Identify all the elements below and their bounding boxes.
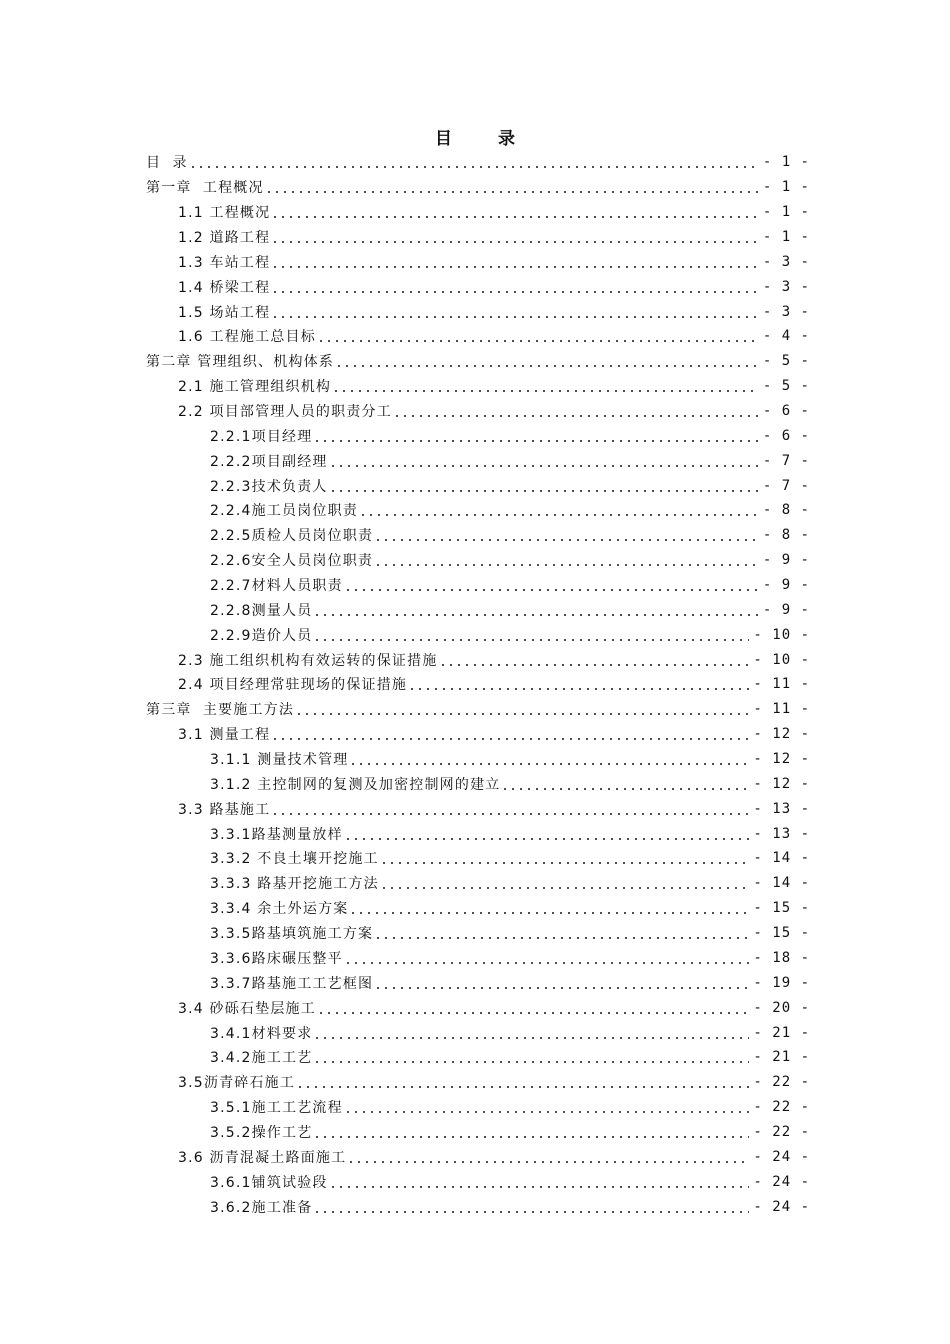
toc-entry-label: 2.1 施工管理组织机构 (178, 379, 332, 396)
dot-leader (265, 180, 759, 194)
toc-entry[interactable] (146, 349, 810, 374)
toc-entry-page: - 10 - (753, 651, 810, 668)
toc-entry-label: 第二章 管理组织、机构体系 (146, 354, 335, 371)
toc-entry-label: 2.2 项目部管理人员的职责分工 (178, 404, 392, 421)
toc-entry-label: 3.5.1施工工艺流程 (210, 1100, 343, 1117)
toc-entry-label: 2.2.2项目副经理 (210, 453, 328, 470)
toc-entry-label: 3.3.6路床碾压整平 (210, 950, 343, 967)
toc-entry-label: 3.5沥青碎石施工 (178, 1075, 296, 1092)
toc-entry-page: - 19 - (753, 974, 810, 991)
toc-entry[interactable] (146, 995, 810, 1020)
dot-leader (189, 155, 759, 169)
dot-leader (295, 702, 749, 716)
toc-entry[interactable] (146, 846, 810, 871)
dot-leader (374, 553, 759, 567)
toc-entry-page: - 5 - (762, 353, 810, 370)
dot-leader (271, 255, 759, 269)
dot-leader (347, 1150, 749, 1164)
toc-entry[interactable] (146, 771, 810, 796)
toc-entry[interactable] (146, 200, 810, 225)
toc-entry-page: - 3 - (762, 278, 810, 295)
toc-entry[interactable] (146, 921, 810, 946)
toc-entry[interactable] (146, 871, 810, 896)
toc-entry-page: - 24 - (753, 1148, 810, 1165)
table-of-contents (146, 150, 810, 1219)
toc-entry-label: 3.3.5路基填筑施工方案 (210, 926, 374, 943)
toc-title: 目 录 (435, 129, 535, 149)
toc-entry-page: - 22 - (753, 1099, 810, 1116)
toc-entry[interactable] (146, 946, 810, 971)
dot-leader (380, 876, 750, 890)
toc-entry[interactable] (146, 672, 810, 697)
toc-entry[interactable] (146, 374, 810, 399)
dot-leader (349, 901, 749, 915)
dot-leader (501, 777, 749, 791)
toc-entry-label: 3.4.2施工工艺 (210, 1050, 313, 1067)
toc-entry[interactable] (146, 448, 810, 473)
toc-entry-page: - 9 - (762, 601, 810, 618)
toc-entry-page: - 13 - (753, 800, 810, 817)
toc-entry-label: 目 录 (146, 155, 188, 172)
toc-entry-page: - 15 - (753, 925, 810, 942)
toc-entry[interactable] (146, 896, 810, 921)
toc-entry[interactable] (146, 150, 810, 175)
dot-leader (374, 926, 749, 940)
toc-entry-label: 1.1 工程概况 (178, 205, 271, 222)
toc-entry-label: 3.3.3 路基开挖施工方法 (210, 876, 379, 893)
dot-leader (296, 1075, 749, 1089)
toc-entry[interactable] (146, 796, 810, 821)
toc-entry-page: - 12 - (753, 726, 810, 743)
toc-entry[interactable] (146, 399, 810, 424)
dot-leader (313, 429, 758, 443)
dot-leader (317, 1001, 750, 1015)
toc-entry-page: - 14 - (753, 850, 810, 867)
dot-leader (313, 1125, 749, 1139)
toc-entry[interactable] (146, 573, 810, 598)
toc-entry-label: 2.2.9造价人员 (210, 627, 313, 644)
dot-leader (374, 976, 749, 990)
toc-entry[interactable] (146, 473, 810, 498)
toc-entry-label: 2.3 施工组织机构有效运转的保证措施 (178, 652, 438, 669)
dot-leader (313, 628, 749, 642)
dot-leader (271, 230, 759, 244)
dot-leader (374, 528, 759, 542)
toc-entry-page: - 6 - (762, 427, 810, 444)
dot-leader (313, 603, 758, 617)
toc-entry-page: - 21 - (753, 1049, 810, 1066)
toc-entry[interactable] (146, 1194, 810, 1219)
toc-entry[interactable] (146, 1169, 810, 1194)
toc-entry-label: 2.2.1项目经理 (210, 428, 313, 445)
toc-entry-page: - 9 - (762, 552, 810, 569)
toc-entry-page: - 22 - (753, 1074, 810, 1091)
dot-leader (271, 727, 749, 741)
toc-entry-label: 1.2 道路工程 (178, 230, 271, 246)
toc-entry-page: - 3 - (762, 253, 810, 270)
dot-leader (271, 305, 759, 319)
toc-entry-label: 1.5 场站工程 (178, 304, 271, 321)
toc-entry[interactable] (146, 1070, 810, 1095)
toc-entry-page: - 20 - (753, 999, 810, 1016)
toc-entry[interactable] (146, 175, 810, 200)
toc-entry[interactable] (146, 697, 810, 722)
dot-leader (344, 578, 759, 592)
dot-leader (313, 1050, 749, 1064)
toc-entry-label: 3.3.4 余土外运方案 (210, 901, 349, 918)
toc-entry-label: 第一章 工程概况 (146, 180, 264, 197)
toc-entry-page: - 14 - (753, 875, 810, 892)
dot-leader (329, 1175, 750, 1189)
dot-leader (317, 329, 759, 343)
toc-entry-page: - 4 - (762, 328, 810, 345)
toc-entry-page: - 12 - (753, 775, 810, 792)
dot-leader (344, 951, 750, 965)
toc-entry-label: 2.2.6安全人员岗位职责 (210, 553, 374, 570)
toc-entry[interactable] (146, 722, 810, 747)
toc-entry[interactable] (146, 498, 810, 523)
toc-entry-page: - 7 - (762, 477, 810, 494)
dot-leader (271, 802, 749, 816)
toc-entry-label: 3.6.2施工准备 (210, 1199, 313, 1216)
toc-entry[interactable] (146, 597, 810, 622)
toc-entry-label: 3.6.1铺筑试验段 (210, 1174, 328, 1191)
toc-entry-page: - 10 - (753, 626, 810, 643)
toc-entry-label: 1.4 桥梁工程 (178, 279, 271, 296)
dot-leader (344, 827, 750, 841)
toc-entry-page: - 1 - (762, 154, 810, 171)
toc-entry-label: 3.3.2 不良土壤开挖施工 (210, 851, 379, 868)
toc-entry-page: - 3 - (762, 303, 810, 320)
toc-entry-page: - 22 - (753, 1123, 810, 1140)
toc-entry[interactable] (146, 1144, 810, 1169)
dot-leader (349, 752, 749, 766)
toc-entry-label: 3.6 沥青混凝土路面施工 (178, 1149, 347, 1166)
toc-entry-label: 3.1.2 主控制网的复测及加密控制网的建立 (210, 776, 501, 793)
toc-entry-label: 1.3 车站工程 (178, 254, 271, 271)
toc-entry-page: - 11 - (753, 676, 810, 693)
toc-entry[interactable] (146, 274, 810, 299)
dot-leader (439, 653, 750, 667)
dot-leader (271, 280, 759, 294)
toc-entry[interactable] (146, 821, 810, 846)
toc-entry-label: 3.1.1 测量技术管理 (210, 752, 349, 769)
toc-entry[interactable] (146, 548, 810, 573)
dot-leader (329, 479, 759, 493)
toc-entry[interactable] (146, 423, 810, 448)
toc-entry-page: - 1 - (762, 179, 810, 196)
toc-entry-page: - 6 - (762, 403, 810, 420)
toc-entry-page: - 21 - (753, 1024, 810, 1041)
toc-entry-label: 1.6 工程施工总目标 (178, 329, 316, 346)
toc-entry[interactable] (146, 622, 810, 647)
toc-entry-label: 2.2.3技术负责人 (210, 478, 328, 495)
toc-entry-page: - 9 - (762, 577, 810, 594)
toc-entry[interactable] (146, 1095, 810, 1120)
toc-entry-label: 3.3 路基施工 (178, 801, 271, 818)
toc-entry-label: 3.4.1材料要求 (210, 1025, 313, 1042)
dot-leader (313, 1200, 749, 1214)
toc-entry-label: 3.5.2操作工艺 (210, 1124, 313, 1141)
toc-entry-label: 2.2.7材料人员职责 (210, 578, 343, 595)
dot-leader (271, 205, 759, 219)
toc-entry-page: - 5 - (762, 378, 810, 395)
toc-entry[interactable] (146, 970, 810, 995)
toc-entry[interactable] (146, 1045, 810, 1070)
toc-entry-page: - 24 - (753, 1198, 810, 1215)
toc-entry-label: 第三章 主要施工方法 (146, 702, 295, 719)
toc-entry-page: - 24 - (753, 1173, 810, 1190)
toc-entry[interactable] (146, 249, 810, 274)
toc-entry-page: - 11 - (753, 701, 810, 718)
toc-entry-page: - 13 - (753, 825, 810, 842)
dot-leader (359, 503, 759, 517)
toc-entry-page: - 18 - (753, 949, 810, 966)
toc-entry[interactable] (146, 324, 810, 349)
toc-entry[interactable] (146, 647, 810, 672)
toc-entry-label: 3.3.1路基测量放样 (210, 826, 343, 843)
toc-entry-label: 2.2.4施工员岗位职责 (210, 503, 359, 520)
toc-entry[interactable] (146, 523, 810, 548)
dot-leader (329, 454, 759, 468)
dot-leader (393, 404, 759, 418)
dot-leader (380, 851, 750, 865)
toc-entry[interactable] (146, 299, 810, 324)
toc-entry-page: - 1 - (762, 204, 810, 221)
toc-entry-label: 3.3.7路基施工工艺框图 (210, 975, 374, 992)
toc-entry-label: 2.2.8测量人员 (210, 602, 313, 619)
toc-entry[interactable] (146, 1120, 810, 1145)
toc-entry-label: 3.1 测量工程 (178, 727, 271, 744)
dot-leader (332, 379, 759, 393)
dot-leader (313, 1026, 749, 1040)
toc-entry-label: 3.4 砂砾石垫层施工 (178, 1000, 316, 1017)
toc-entry-page: - 8 - (762, 527, 810, 544)
toc-entry-page: - 12 - (753, 751, 810, 768)
toc-entry-page: - 15 - (753, 900, 810, 917)
toc-entry-page: - 8 - (762, 502, 810, 519)
toc-entry-page: - 7 - (762, 452, 810, 469)
dot-leader (408, 677, 749, 691)
toc-entry-label: 2.2.5质检人员岗位职责 (210, 528, 374, 545)
dot-leader (344, 1100, 750, 1114)
toc-entry[interactable] (146, 747, 810, 772)
toc-entry[interactable] (146, 225, 810, 250)
toc-entry-page: - 1 - (762, 229, 810, 245)
toc-entry[interactable] (146, 1020, 810, 1045)
dot-leader (335, 354, 759, 368)
toc-entry-label: 2.4 项目经理常驻现场的保证措施 (178, 677, 408, 694)
